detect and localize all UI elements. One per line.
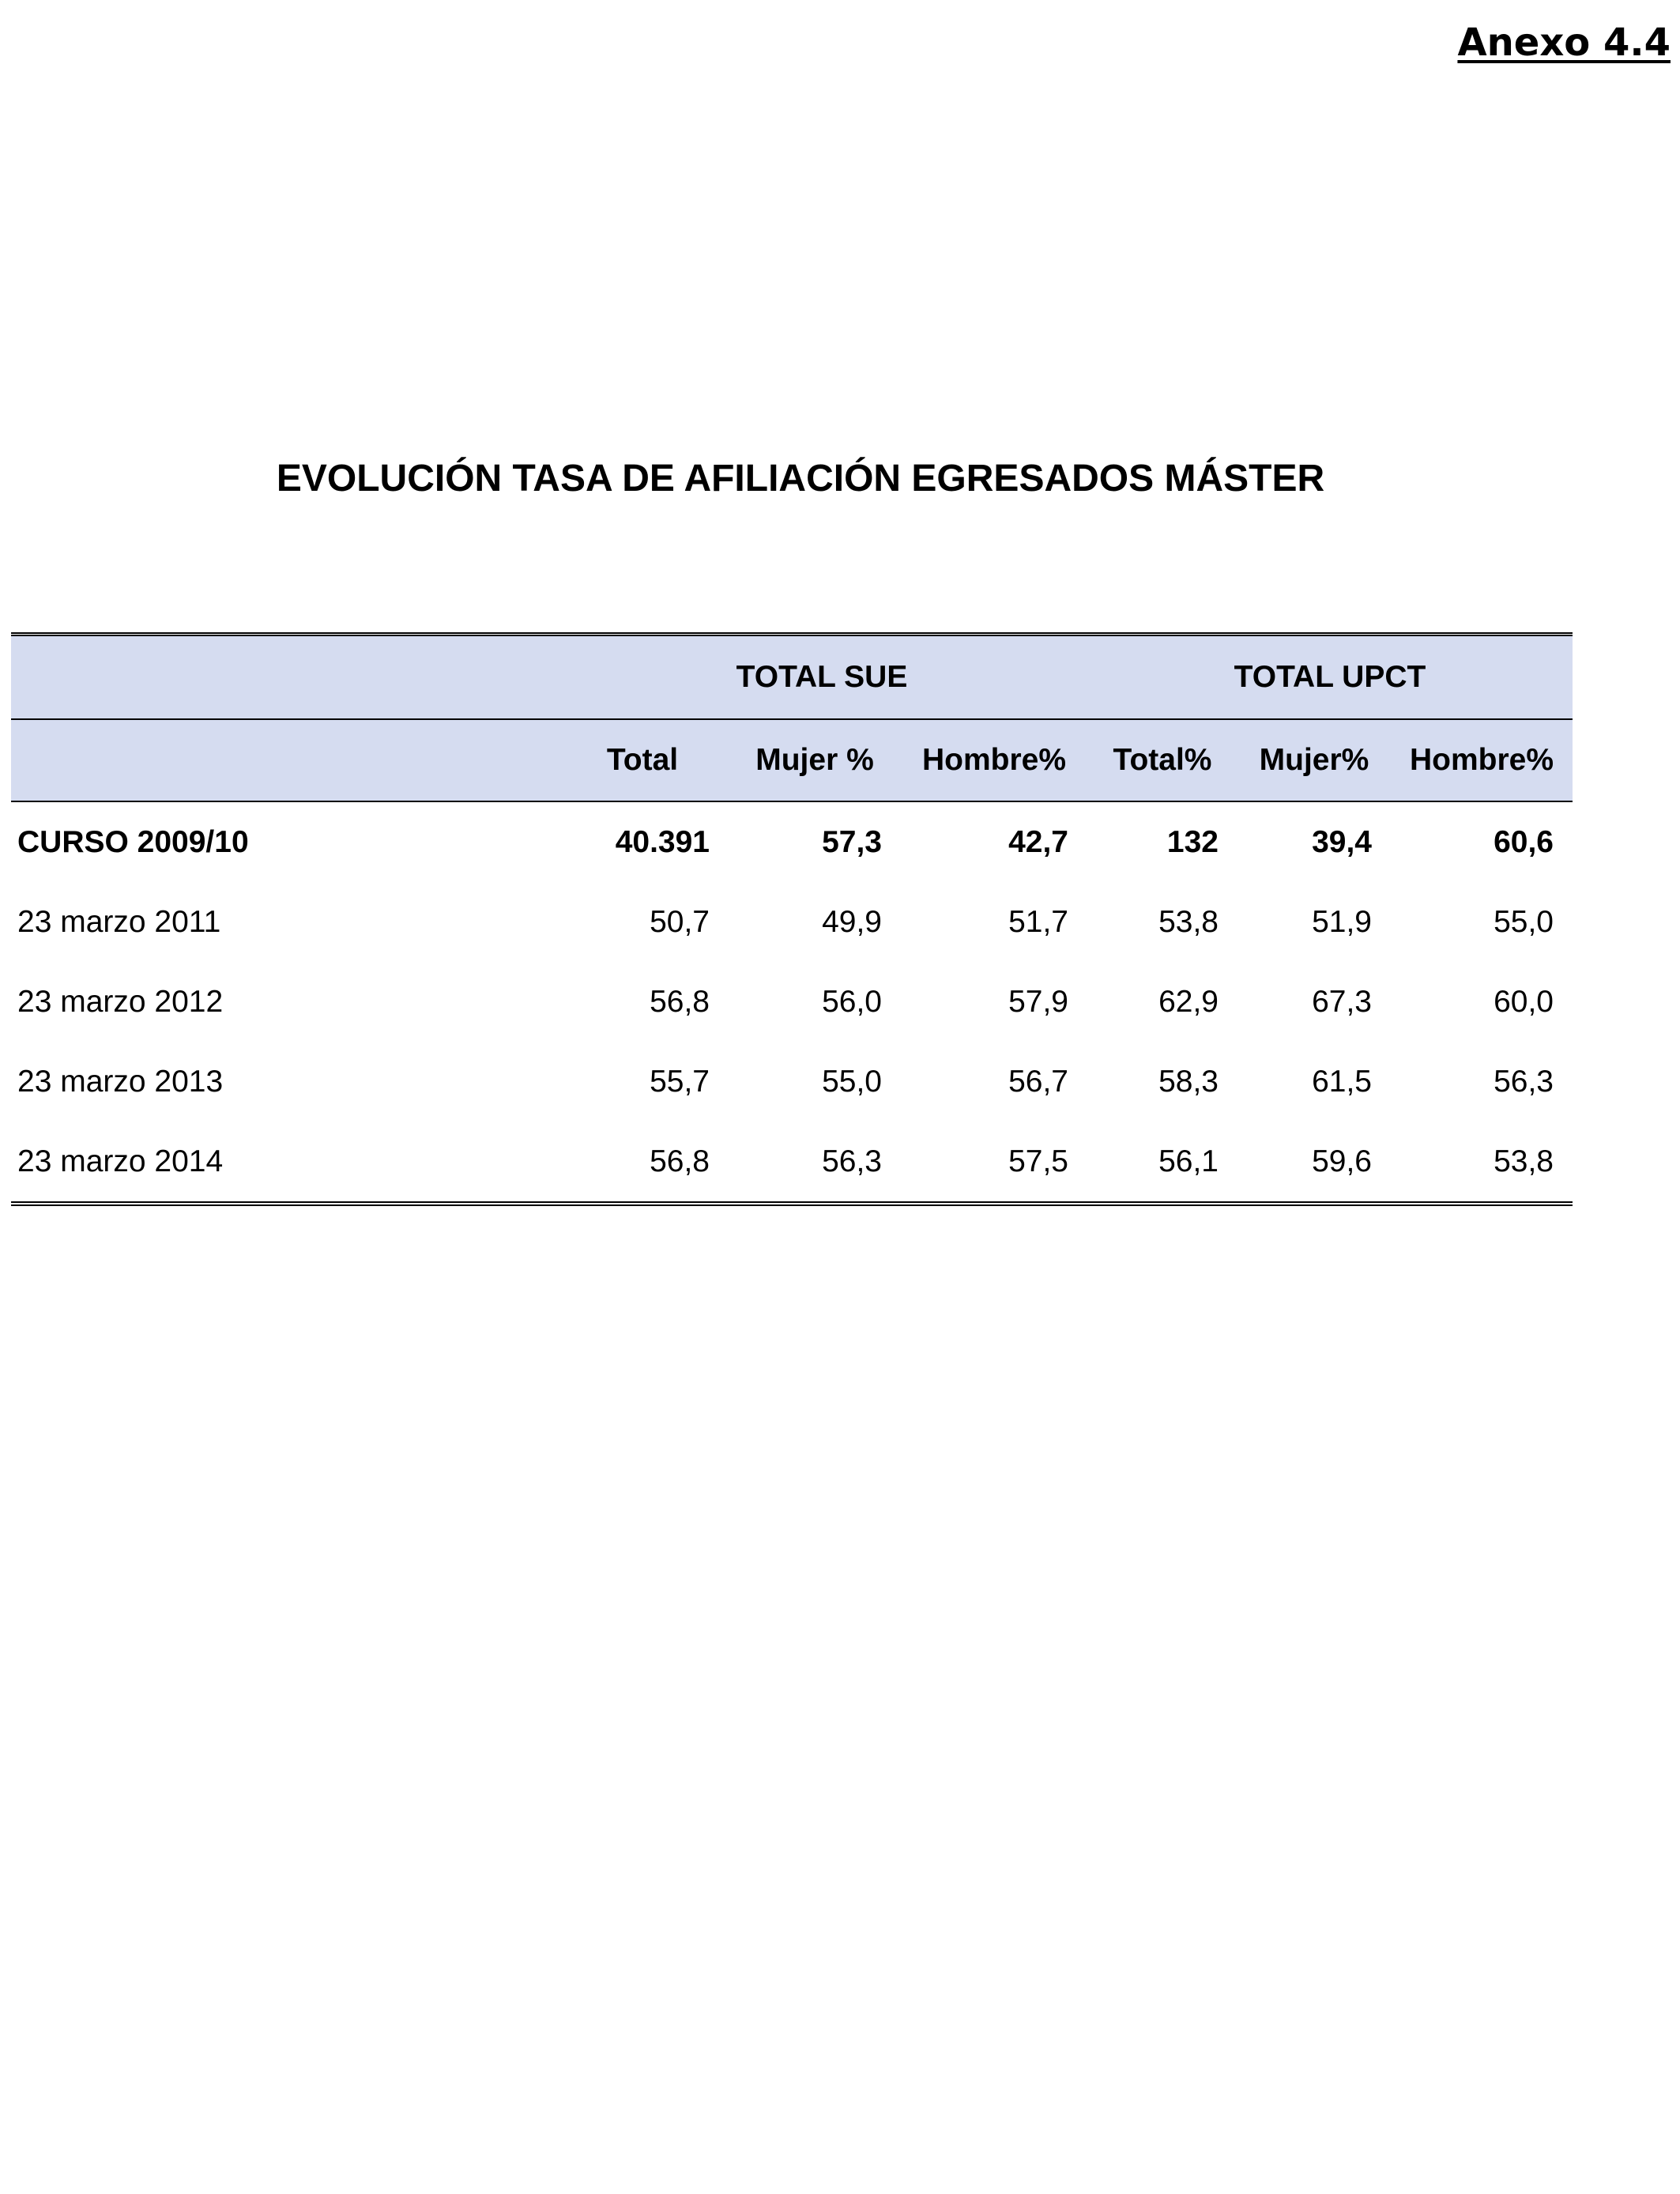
header-blank-cell — [11, 635, 556, 720]
cell-upct-hombre: 56,3 — [1494, 1064, 1554, 1099]
column-header-sue-total: Total — [556, 719, 729, 801]
affiliation-rate-table — [11, 632, 1573, 1206]
cell-sue-total: 56,8 — [650, 1144, 710, 1178]
column-header-upct-hombre: Hombre% — [1391, 719, 1573, 801]
table-row — [11, 882, 1573, 962]
row-label: CURSO 2009/10 — [17, 824, 249, 859]
column-header-sue-mujer: Mujer % — [729, 719, 901, 801]
cell-upct-total: 58,3 — [1158, 1064, 1219, 1099]
row-label: 23 marzo 2012 — [17, 984, 224, 1019]
table-row — [11, 1122, 1573, 1204]
cell-sue-mujer: 56,3 — [822, 1144, 882, 1178]
column-header-sue-hombre: Hombre% — [901, 719, 1087, 801]
cell-sue-total: 55,7 — [650, 1064, 710, 1099]
cell-sue-hombre: 57,9 — [1008, 984, 1068, 1019]
column-header-upct-total: Total% — [1087, 719, 1237, 801]
cell-upct-total: 62,9 — [1158, 984, 1219, 1019]
row-label: 23 marzo 2011 — [17, 904, 221, 939]
cell-sue-total: 56,8 — [650, 984, 710, 1019]
cell-upct-mujer: 51,9 — [1312, 904, 1372, 939]
cell-upct-hombre: 53,8 — [1494, 1144, 1554, 1178]
group-header-row — [11, 635, 1573, 720]
cell-sue-total: 50,7 — [650, 904, 710, 939]
cell-sue-mujer: 49,9 — [822, 904, 882, 939]
cell-sue-mujer: 56,0 — [822, 984, 882, 1019]
annex-label: Anexo 4.4 — [1457, 21, 1671, 65]
column-header-label — [11, 719, 556, 801]
cell-sue-hombre: 42,7 — [1008, 824, 1068, 859]
table-row — [11, 801, 1573, 882]
group-header-total-sue: TOTAL SUE — [556, 635, 1087, 720]
row-label: 23 marzo 2013 — [17, 1064, 224, 1099]
cell-sue-hombre: 56,7 — [1008, 1064, 1068, 1099]
cell-sue-hombre: 57,5 — [1008, 1144, 1068, 1178]
column-header-upct-mujer: Mujer% — [1237, 719, 1391, 801]
cell-upct-mujer: 59,6 — [1312, 1144, 1372, 1178]
row-label: 23 marzo 2014 — [17, 1144, 224, 1178]
cell-sue-hombre: 51,7 — [1008, 904, 1068, 939]
cell-upct-hombre: 60,0 — [1494, 984, 1554, 1019]
cell-upct-mujer: 61,5 — [1312, 1064, 1372, 1099]
table-row — [11, 962, 1573, 1042]
cell-upct-hombre: 60,6 — [1494, 824, 1554, 859]
cell-upct-mujer: 67,3 — [1312, 984, 1372, 1019]
cell-upct-mujer: 39,4 — [1312, 824, 1372, 859]
table-row — [11, 1042, 1573, 1122]
page-title: EVOLUCIÓN TASA DE AFILIACIÓN EGRESADOS MÁSTER — [276, 458, 1325, 499]
cell-sue-mujer: 57,3 — [822, 824, 882, 859]
cell-sue-mujer: 55,0 — [822, 1064, 882, 1099]
cell-upct-hombre: 55,0 — [1494, 904, 1554, 939]
cell-sue-total: 40.391 — [615, 824, 710, 859]
column-header-row — [11, 719, 1573, 801]
cell-upct-total: 53,8 — [1158, 904, 1219, 939]
cell-upct-total: 132 — [1166, 824, 1219, 859]
group-header-total-upct: TOTAL UPCT — [1087, 635, 1573, 720]
cell-upct-total: 56,1 — [1158, 1144, 1219, 1178]
